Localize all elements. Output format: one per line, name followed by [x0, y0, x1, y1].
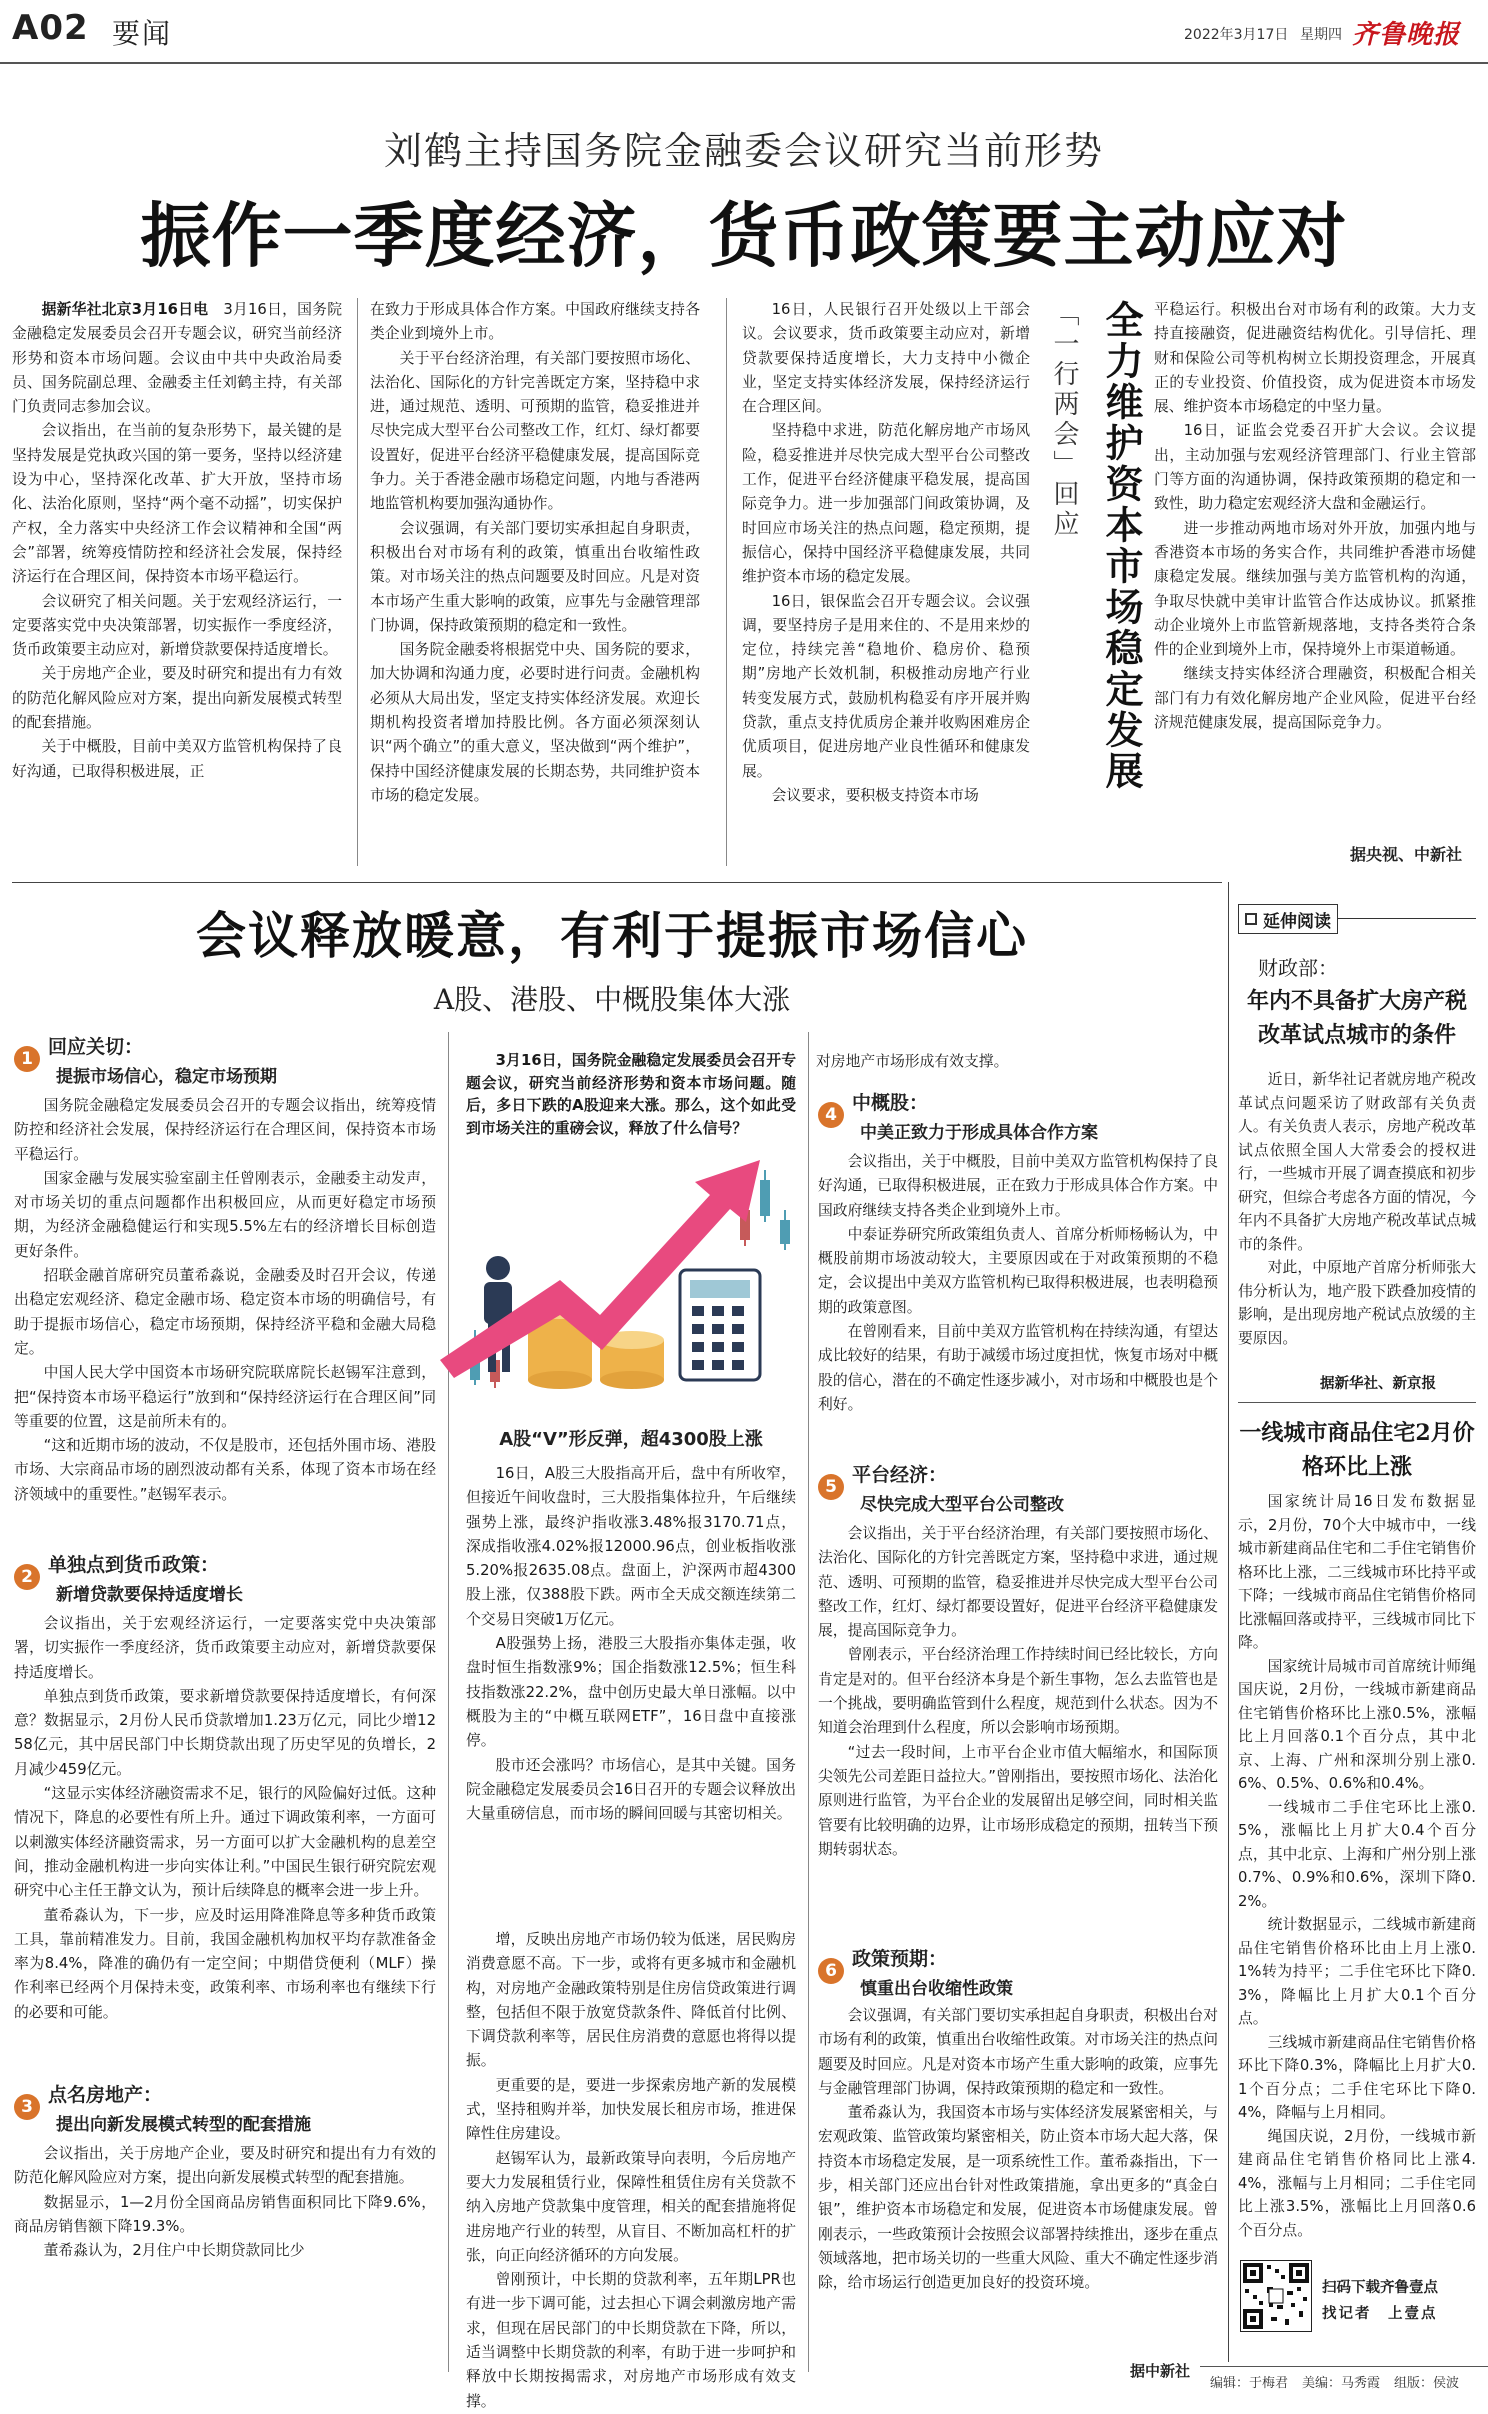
paragraph: A股强势上扬，港股三大股指亦集体走强，收盘时恒生指数涨9%；国企指数涨12.5%；恒生科技指数涨22.2%，盘中创历史最大单日涨幅。以中概股为主的“中概互联网ETF”，16日盘中直接涨停。	[466, 1635, 796, 1750]
lead-column-1	[12, 298, 342, 878]
paragraph: 16日，人民银行召开处级以上干部会议。会议要求，货币政策要主动应对，新增贷款要保持适度增长，大力支持中小微企业，坚定支持实体经济发展，保持经济运行在合理区间。	[742, 301, 1030, 416]
lead-subtitle: 刘鹤主持国务院金融委会议研究当前形势	[383, 129, 1104, 173]
lead-title: 振作一季度经济，货币政策要主动应对	[140, 194, 1348, 277]
issue-date: 2022年3月17日	[1184, 27, 1289, 43]
paragraph: 会议要求，要积极支持资本市场	[771, 786, 979, 804]
vertical-kicker: 「一行两会」回应	[1049, 300, 1079, 540]
lead-col-separator-1	[357, 298, 358, 866]
paragraph: 继续支持实体经济合理融资，积极配合相关部门有力有效化解房地产企业风险，促进平台经济规范健康发展，提高国际竞争力。	[1154, 665, 1476, 732]
paragraph: 曾刚预计，中长期的贷款利率，五年期LPR也有进一步下调可能，过去担心下调会刺激房地产需求，但现在居民部门的中长期贷款在下降，所以，适当调整中长期贷款的利率，有助于进一步呵护和释放中长期按揭需求，对房地产市场形成有效支撑。	[466, 2271, 796, 2410]
calculator	[680, 1270, 760, 1380]
second-source: 据中新社	[1130, 2362, 1191, 2380]
section-3-kicker: 点名房地产：	[48, 2084, 163, 2106]
paragraph: 董希淼认为，2月住户中长期贷款同比少	[43, 2242, 305, 2260]
mid-tail-text: 对房地产市场形成有效支撑。	[816, 1053, 1009, 1070]
lead-col-separator-2	[726, 298, 727, 866]
section-1-number: 1	[14, 1046, 40, 1072]
second-subtitle: A股、港股、中概股集体大涨	[433, 983, 791, 1016]
sidebar-separator	[1228, 882, 1229, 2362]
section-3-number: 3	[14, 2094, 40, 2120]
section-5-body	[818, 1522, 1218, 1942]
footer-credits	[1210, 2372, 1459, 2391]
lead-column-3	[742, 298, 1030, 878]
sidebar-b2-body	[1238, 1490, 1476, 2248]
lead-source: 据央视、中新社	[1350, 845, 1463, 864]
paragraph: 绳国庆说，2月份，一线城市新建商品住宅销售价格同比上涨4.4%，涨幅与上月相同；二手住宅同比上涨3.5%，涨幅比上月回落0.6个百分点。	[1238, 2127, 1476, 2239]
qr-caption-1: 扫码下载齐鲁壹点	[1322, 2280, 1438, 2296]
mid-body-2	[466, 1928, 796, 2410]
section-4-body	[818, 1150, 1218, 1450]
sidebar-b1-kicker: 财政部：	[1258, 956, 1338, 980]
paragraph: “过去一段时间，上市平台企业市值大幅缩水，和国际顶尖领先公司差距日益拉大。”曾刚指出，要按照市场化、法治化原则进行监管，为平台企业的发展留出足够空间，同时相关监管要有比较明确的边界，让市场形成稳定的预期，扭转当下预期转弱状态。	[818, 1743, 1218, 1858]
section-5-kicker: 平台经济：	[852, 1464, 948, 1486]
section-4-number: 4	[818, 1102, 844, 1128]
section-6-heading: 慎重出台收缩性政策	[860, 1979, 1013, 1999]
paragraph: 在曾刚看来，目前中美双方监管机构在持续沟通，有望达成比较好的结果，有助于减缓市场过度担忧，恢复市场对中概股的信心，潜在的不确定性逐步减小，对市场和中概股也是个利好。	[818, 1323, 1218, 1413]
sidebar-b1-rule	[1238, 1402, 1476, 1403]
paragraph: “这和近期市场的波动，不仅是股市，还包括外围市场、港股市场、大宗商品市场的剧烈波动都有关系，体现了资本市场在经济领域中的重要性。”赵锡军表示。	[14, 1437, 436, 1503]
paragraph: 会议研究了相关问题。关于宏观经济运行，一定要落实党中央决策部署，切实振作一季度经济，货币政策要主动应对，新增贷款要保持适度增长。	[12, 592, 342, 659]
lead-column-4	[1154, 298, 1476, 838]
section-name: 要闻	[112, 17, 173, 50]
section-2-heading: 新增贷款要保持适度增长	[56, 1585, 243, 1605]
footer-proofreader: 组版：侯波	[1394, 2376, 1460, 2391]
second-col-separator-2	[808, 1032, 809, 2372]
paragraph: 会议指出，关于中概股，目前中美双方监管机构保持了良好沟通，已取得积极进展，正在致力于形成具体合作方案。中国政府继续支持各类企业到境外上市。	[818, 1153, 1218, 1219]
paragraph: 数据显示，1—2月份全国商品房销售面积同比下降9.6%，商品房销售额下降19.3%。	[14, 2193, 436, 2235]
paper-logo: 齐鲁晚报	[1352, 20, 1461, 50]
paragraph: 平稳运行。积极出台对市场有利的政策。大力支持直接融资，促进融资结构优化。引导信托、理财和保险公司等机构树立长期投资理念，开展真正的专业投资、价值投资，成为促进资本市场发展、维护资本市场稳定的中坚力量。	[1154, 301, 1476, 416]
paragraph: 会议强调，有关部门要切实承担起自身职责，积极出台对市场有利的政策，慎重出台收缩性政策。对市场关注的热点问题要及时回应。凡是对资本市场产生重大影响的政策，应事先与金融管理部门协调，保持政策预期的稳定和一致性。	[818, 2007, 1218, 2097]
section-4-heading: 中美正致力于形成具体合作方案	[860, 1123, 1098, 1143]
paragraph: 曾刚表示，平台经济治理工作持续时间已经比较长，方向肯定是对的。但平台经济本身是个新生事物，怎么去监管也是一个挑战，要明确监管到什么程度，规范到什么状态。因为不知道会治理到什么程度，所以会影响市场预期。	[818, 1646, 1218, 1737]
section-1-body	[14, 1094, 436, 1544]
paragraph: 在致力于形成具体合作方案。中国政府继续支持各类企业到境外上市。	[370, 301, 700, 343]
paragraph: 单独点到货币政策，要求新增贷款要保持适度增长，有何深意？数据显示，2月份人民币贷款增加1.23万亿元，同比少增1258亿元，其中居民部门中长期贷款出现了历史罕见的负增长，2月减少459亿元。	[14, 1687, 436, 1778]
paragraph: 关于中概股，目前中美双方监管机构保持了良好沟通，已取得积极进展，正	[12, 738, 342, 780]
intro-continuation	[816, 1050, 1216, 1080]
page-number: A02	[12, 8, 89, 48]
qr-caption-2: 找记者 上壹点	[1322, 2306, 1438, 2322]
intro-text: 3月16日，国务院金融稳定发展委员会召开专题会议，研究当前经济形势和资本市场问题。随后，多日下跌的A股迎来大涨。那么，这个如此受到市场关注的重磅会议，释放了什么信号？	[466, 1052, 796, 1137]
sidebar-b1-source: 据新华社、新京报	[1320, 1376, 1436, 1392]
market-illustration	[410, 1110, 810, 1410]
paragraph: 招联金融首席研究员董希淼说，金融委及时召开会议，传递出稳定宏观经济、稳定金融市场、稳定资本市场的明确信号，有助于提振市场信心，稳定市场预期，保持经济平稳和金融大局稳定。	[14, 1267, 436, 1357]
sidebar-tag-label: 延伸阅读	[1263, 911, 1331, 932]
section-5-number: 5	[818, 1474, 844, 1500]
section-1-heading: 提振市场信心，稳定市场预期	[56, 1067, 277, 1087]
paragraph: 关于平台经济治理，有关部门要按照市场化、法治化、国际化的方针完善既定方案，坚持稳中求进，通过规范、透明、可预期的监管，稳妥推进并尽快完成大型平台公司整改工作，红灯、绿灯都要设置好，促进平台经济平稳健康发展，提高国际竞争力。关于香港金融市场稳定问题，内地与香港两地监管机构要加强沟通协作。	[370, 349, 700, 513]
sidebar-b2-title: 一线城市商品住宅2月价格环比上涨	[1239, 1420, 1475, 1480]
sidebar-tag-icon	[1245, 913, 1257, 925]
section-3-heading: 提出向新发展模式转型的配套措施	[56, 2115, 311, 2135]
footer-rule	[1200, 2366, 1488, 2367]
section-5-heading: 尽快完成大型平台公司整改	[860, 1495, 1064, 1515]
paragraph: 中国人民大学中国资本市场研究院联席院长赵锡军注意到，把“保持资本市场平稳运行”放到和“保持经济运行在合理区间”同等重要的位置，这是前所未有的。	[14, 1364, 436, 1430]
paragraph: 统计数据显示，二线城市新建商品住宅销售价格环比由上月上涨0.1%转为持平；二手住宅环比下降0.3%，降幅比上月扩大0.1个百分点。	[1238, 1916, 1476, 2027]
paragraph: 三线城市新建商品住宅销售价格环比下降0.3%，降幅比上月扩大0.1个百分点；二手住宅环比下降0.4%，降幅与上月相同。	[1238, 2033, 1476, 2121]
paragraph: 会议强调，有关部门要切实承担起自身职责，积极出台对市场有利的政策，慎重出台收缩性政策。对市场关注的热点问题要及时回应。凡是对资本市场产生重大影响的政策，应事先与金融管理部门协调，保持政策预期的稳定和一致性。	[370, 519, 700, 634]
paragraph: 国务院金融稳定发展委员会召开的专题会议指出，统筹疫情防控和经济社会发展，保持经济运行在合理区间，保持资本市场平稳运行。	[14, 1097, 436, 1163]
paragraph: 会议指出，关于平台经济治理，有关部门要按照市场化、法治化、国际化的方针完善既定方案，坚持稳中求进，通过规范、透明、可预期的监管，稳妥推进并尽快完成大型平台公司整改工作，红灯、绿灯都要设置好，促进平台经济平稳健康发展，提高国际竞争力。	[818, 1525, 1218, 1640]
section-2-body	[14, 1612, 436, 2068]
paragraph: 近日，新华社记者就房地产税改革试点问题采访了财政部有关负责人。有关负责人表示，房地产税改革试点依照全国人大常委会的授权进行，一些城市开展了调查摸底和初步研究，但综合考虑各方面的情况，今年内不具备扩大房地产税改革试点城市的条件。	[1238, 1071, 1476, 1253]
mid-body-1	[466, 1462, 796, 1922]
paragraph: 增，反映出房地产市场仍较为低迷，居民购房消费意愿不高。下一步，或将有更多城市和金融机构，对房地产金融政策特别是住房信贷政策进行调整，包括但不限于放宽贷款条件、降低首付比例、下调贷款利率等，居民住房消费的意愿也将得以提振。	[466, 1931, 796, 2070]
lead-column-2	[370, 298, 700, 878]
paragraph: 董希淼认为，我国资本市场与实体经济发展紧密相关，与宏观政策、监管政策均紧密相关，防止资本市场大起大落，保持资本市场稳定发展，是一项系统性工作。董希淼指出，下一步，相关部门还应出台针对性政策措施，拿出更多的“真金白银”，维护资本市场稳定和发展，促进资本市场健康发展。曾刚表示，一些政策预计会按照会议部署持续推出，逐步在重点领域落地，把市场关切的一些重大风险、重大不确定性逐步消除，给市场运行创造更加良好的投资环境。	[818, 2104, 1218, 2292]
footer-designer: 美编：马秀霞	[1302, 2376, 1381, 2391]
paragraph: 股市还会涨吗？市场信心，是其中关键。国务院金融稳定发展委员会16日召开的专题会议释放出大量重磅信息，而市场的瞬间回暖与其密切相关。	[466, 1756, 796, 1823]
paragraph: 据新华社北京3月16日电 3月16日，国务院金融稳定发展委员会召开专题会议，研究当前经济形势和资本市场问题。会议由中共中央政治局委员、国务院副总理、金融委主任刘鹤主持，有关部门负责同志参加会议。	[12, 301, 343, 416]
section-6-body	[818, 2004, 1218, 2354]
paragraph: 16日，银保监会召开专题会议。会议强调，要坚持房子是用来住的、不是用来炒的定位，持续完善“稳地价、稳房价、稳预期”房地产长效机制，积极推动房地产行业转变发展方式，鼓励机构稳妥有序开展并购贷款，重点支持优质房企兼并收购困难房企优质项目，促进房地产业良性循环和健康发展。	[742, 592, 1030, 780]
section-2-kicker: 单独点到货币政策：	[48, 1554, 220, 1576]
paragraph: 中泰证券研究所政策组负责人、首席分析师杨畅认为，中概股前期市场波动较大，主要原因或在于对政策预期的不稳定，会议提出中美双方监管机构已取得积极进展，也表明稳预期的政策意图。	[818, 1225, 1218, 1316]
paragraph: 国务院金融委将根据党中央、国务院的要求，加大协调和沟通力度，必要时进行问责。金融机构必须从大局出发，坚定支持实体经济发展。欢迎长期机构投资者增加持股比例。各方面必须深刻认识“两个确立”的重大意义，坚决做到“两个维护”，保持中国经济健康发展的长期态势，共同维护资本市场的稳定发展。	[370, 641, 700, 804]
qr-pattern	[1241, 2261, 1311, 2331]
section-divider	[12, 882, 1222, 883]
paragraph: 赵锡军认为，最新政策导向表明，今后房地产要大力发展租赁行业，保障性租赁住房有关贷款不纳入房地产贷款集中度管理，相关的配套措施将促进房地产行业的转型，从盲目、不断加高杠杆的扩张，向正向经济循环的方向发展。	[466, 2149, 796, 2264]
paragraph: 16日，证监会党委召开扩大会议。会议提出，主动加强与宏观经济管理部门、行业主管部门等方面的沟通协调，保持政策预期的稳定和一致性，助力稳定宏观经济大盘和金融运行。	[1154, 422, 1476, 513]
paragraph: 国家统计局城市司首席统计师绳国庆说，2月份，一线城市新建商品住宅销售价格环比上涨0.5%，涨幅比上月回落0.1个百分点，其中北京、上海、广州和深圳分别上涨0.6%、0.5%、0.6%和0.4%。	[1238, 1657, 1476, 1792]
paragraph: 董希淼认为，下一步，应及时运用降准降息等多种货币政策工具，靠前精准发力。目前，我国金融机构加权平均存款准备金率为8.4%，降准的确仍有一定空间；中期借贷便利（MLF）操作利率已经两个月保持未变，政策利率、市场利率也有继续下行的必要和可能。	[14, 1906, 436, 2021]
paragraph: “这显示实体经济融资需求不足，银行的风险偏好过低。这种情况下，降息的必要性有所上升。通过下调政策利率，一方面可以刺激实体经济融资需求，另一方面可以扩大金融机构的息差空间，推动金融机构进一步向实体让利。”中国民生银行研究院宏观研究中心主任王静文认为，预计后续降息的概率会进一步上升。	[14, 1785, 436, 1900]
mid-heading: A股“V”形反弹，超4300股上涨	[499, 1429, 763, 1450]
section-2-number: 2	[14, 1564, 40, 1590]
section-6-number: 6	[818, 1958, 844, 1984]
paragraph: 一线城市二手住宅环比上涨0.5%，涨幅比上月扩大0.4个百分点，其中北京、上海和广州分别上涨0.7%、0.9%和0.6%，深圳下降0.2%。	[1238, 1798, 1476, 1910]
second-title: 会议释放暖意，有利于提振市场信心	[196, 906, 1028, 965]
footer-editor: 编辑：于梅君	[1210, 2376, 1289, 2391]
sidebar-b1-title: 年内不具备扩大房产税改革试点城市的条件	[1246, 988, 1467, 1048]
issue-weekday: 星期四	[1300, 27, 1342, 43]
sidebar-b1-body	[1238, 1068, 1476, 1364]
vertical-headline: 全力维护资本市场稳定发展	[1099, 300, 1144, 792]
paragraph: 进一步推动两地市场对外开放，加强内地与香港资本市场的务实合作，共同维护香港市场健康稳定发展。继续加强与美方监管机构的沟通，争取尽快就中美审计监管合作达成协议。抓紧推动企业境外上市监管新规落地，支持各类符合条件的企业到境外上市，保持境外上市渠道畅通。	[1154, 519, 1476, 659]
dateline: 据新华社北京3月16日电	[41, 301, 209, 318]
section-1-kicker: 回应关切：	[48, 1036, 144, 1058]
section-6-kicker: 政策预期：	[852, 1948, 948, 1970]
qr-code[interactable]	[1240, 2260, 1312, 2332]
header-rule	[0, 62, 1488, 64]
paragraph: 更重要的是，要进一步探索房地产新的发展模式，坚持租购并举，加快发展长租房市场，推进保障性住房建设。	[466, 2076, 796, 2143]
sidebar-tag	[1238, 904, 1338, 934]
paragraph: 16日，A股三大股指高开后，盘中有所收窄，但接近午间收盘时，三大股指集体拉升，午后继续强势上涨，最终沪指收涨3.48%报3170.71点，深成指收涨4.02%报12000.96点，创业板指收涨5.20%报2635.08点。盘面上，沪深两市超4300股上涨，仅388股下跌。两市全天成交额连续第二个交易日突破1万亿元。	[466, 1465, 796, 1628]
paragraph: 关于房地产企业，要及时研究和提出有力有效的防范化解风险应对方案，提出向新发展模式转型的配套措施。	[12, 665, 342, 732]
section-3-body	[14, 2142, 436, 2382]
paragraph: 会议指出，关于宏观经济运行，一定要落实党中央决策部署，切实振作一季度经济，货币政策要主动应对，新增贷款要保持适度增长。	[14, 1615, 436, 1681]
sidebar-tag-rule	[1338, 918, 1476, 919]
section-4-kicker: 中概股：	[852, 1092, 929, 1114]
paragraph: 会议指出，关于房地产企业，要及时研究和提出有力有效的防范化解风险应对方案，提出向新发展模式转型的配套措施。	[14, 2145, 436, 2187]
paragraph: 坚持稳中求进，防范化解房地产市场风险，稳妥推进并尽快完成大型平台公司整改工作，促进平台经济健康平稳发展，提高国际竞争力。进一步加强部门间政策协调，及时回应市场关注的热点问题，稳定预期，提振信心，保持中国经济平稳健康发展，共同维护资本市场的稳定发展。	[742, 422, 1030, 586]
paragraph: 国家金融与发展实验室副主任曾刚表示，金融委主动发声，对市场关切的重点问题都作出积极回应，从而更好稳定市场预期，为经济金融稳健运行和实现5.5%左右的经济增长目标创造更好条件。	[14, 1169, 436, 1260]
paragraph: 对此，中原地产首席分析师张大伟分析认为，地产股下跌叠加疫情的影响，是出现房地产税试点放缓的主要原因。	[1238, 1259, 1476, 1347]
paragraph: 国家统计局16日发布数据显示，2月份，70个大中城市中，一线城市新建商品住宅和二手住宅销售价格环比上涨，二三线城市环比持平或下降；一线城市商品住宅销售价格同比涨幅回落或持平，三线城市同比下降。	[1238, 1493, 1476, 1651]
paragraph: 会议指出，在当前的复杂形势下，最关键的是坚持发展是党执政兴国的第一要务，坚持以经济建设为中心，坚持深化改革、扩大开放，坚持市场化、法治化原则，坚持“两个毫不动摇”，切实保护产权，全力落实中央经济工作会议精神和全国“两会”部署，统筹疫情防控和经济社会发展，保持经济运行在合理区间，保持资本市场平稳运行。	[12, 422, 342, 586]
page-header	[0, 0, 1488, 62]
